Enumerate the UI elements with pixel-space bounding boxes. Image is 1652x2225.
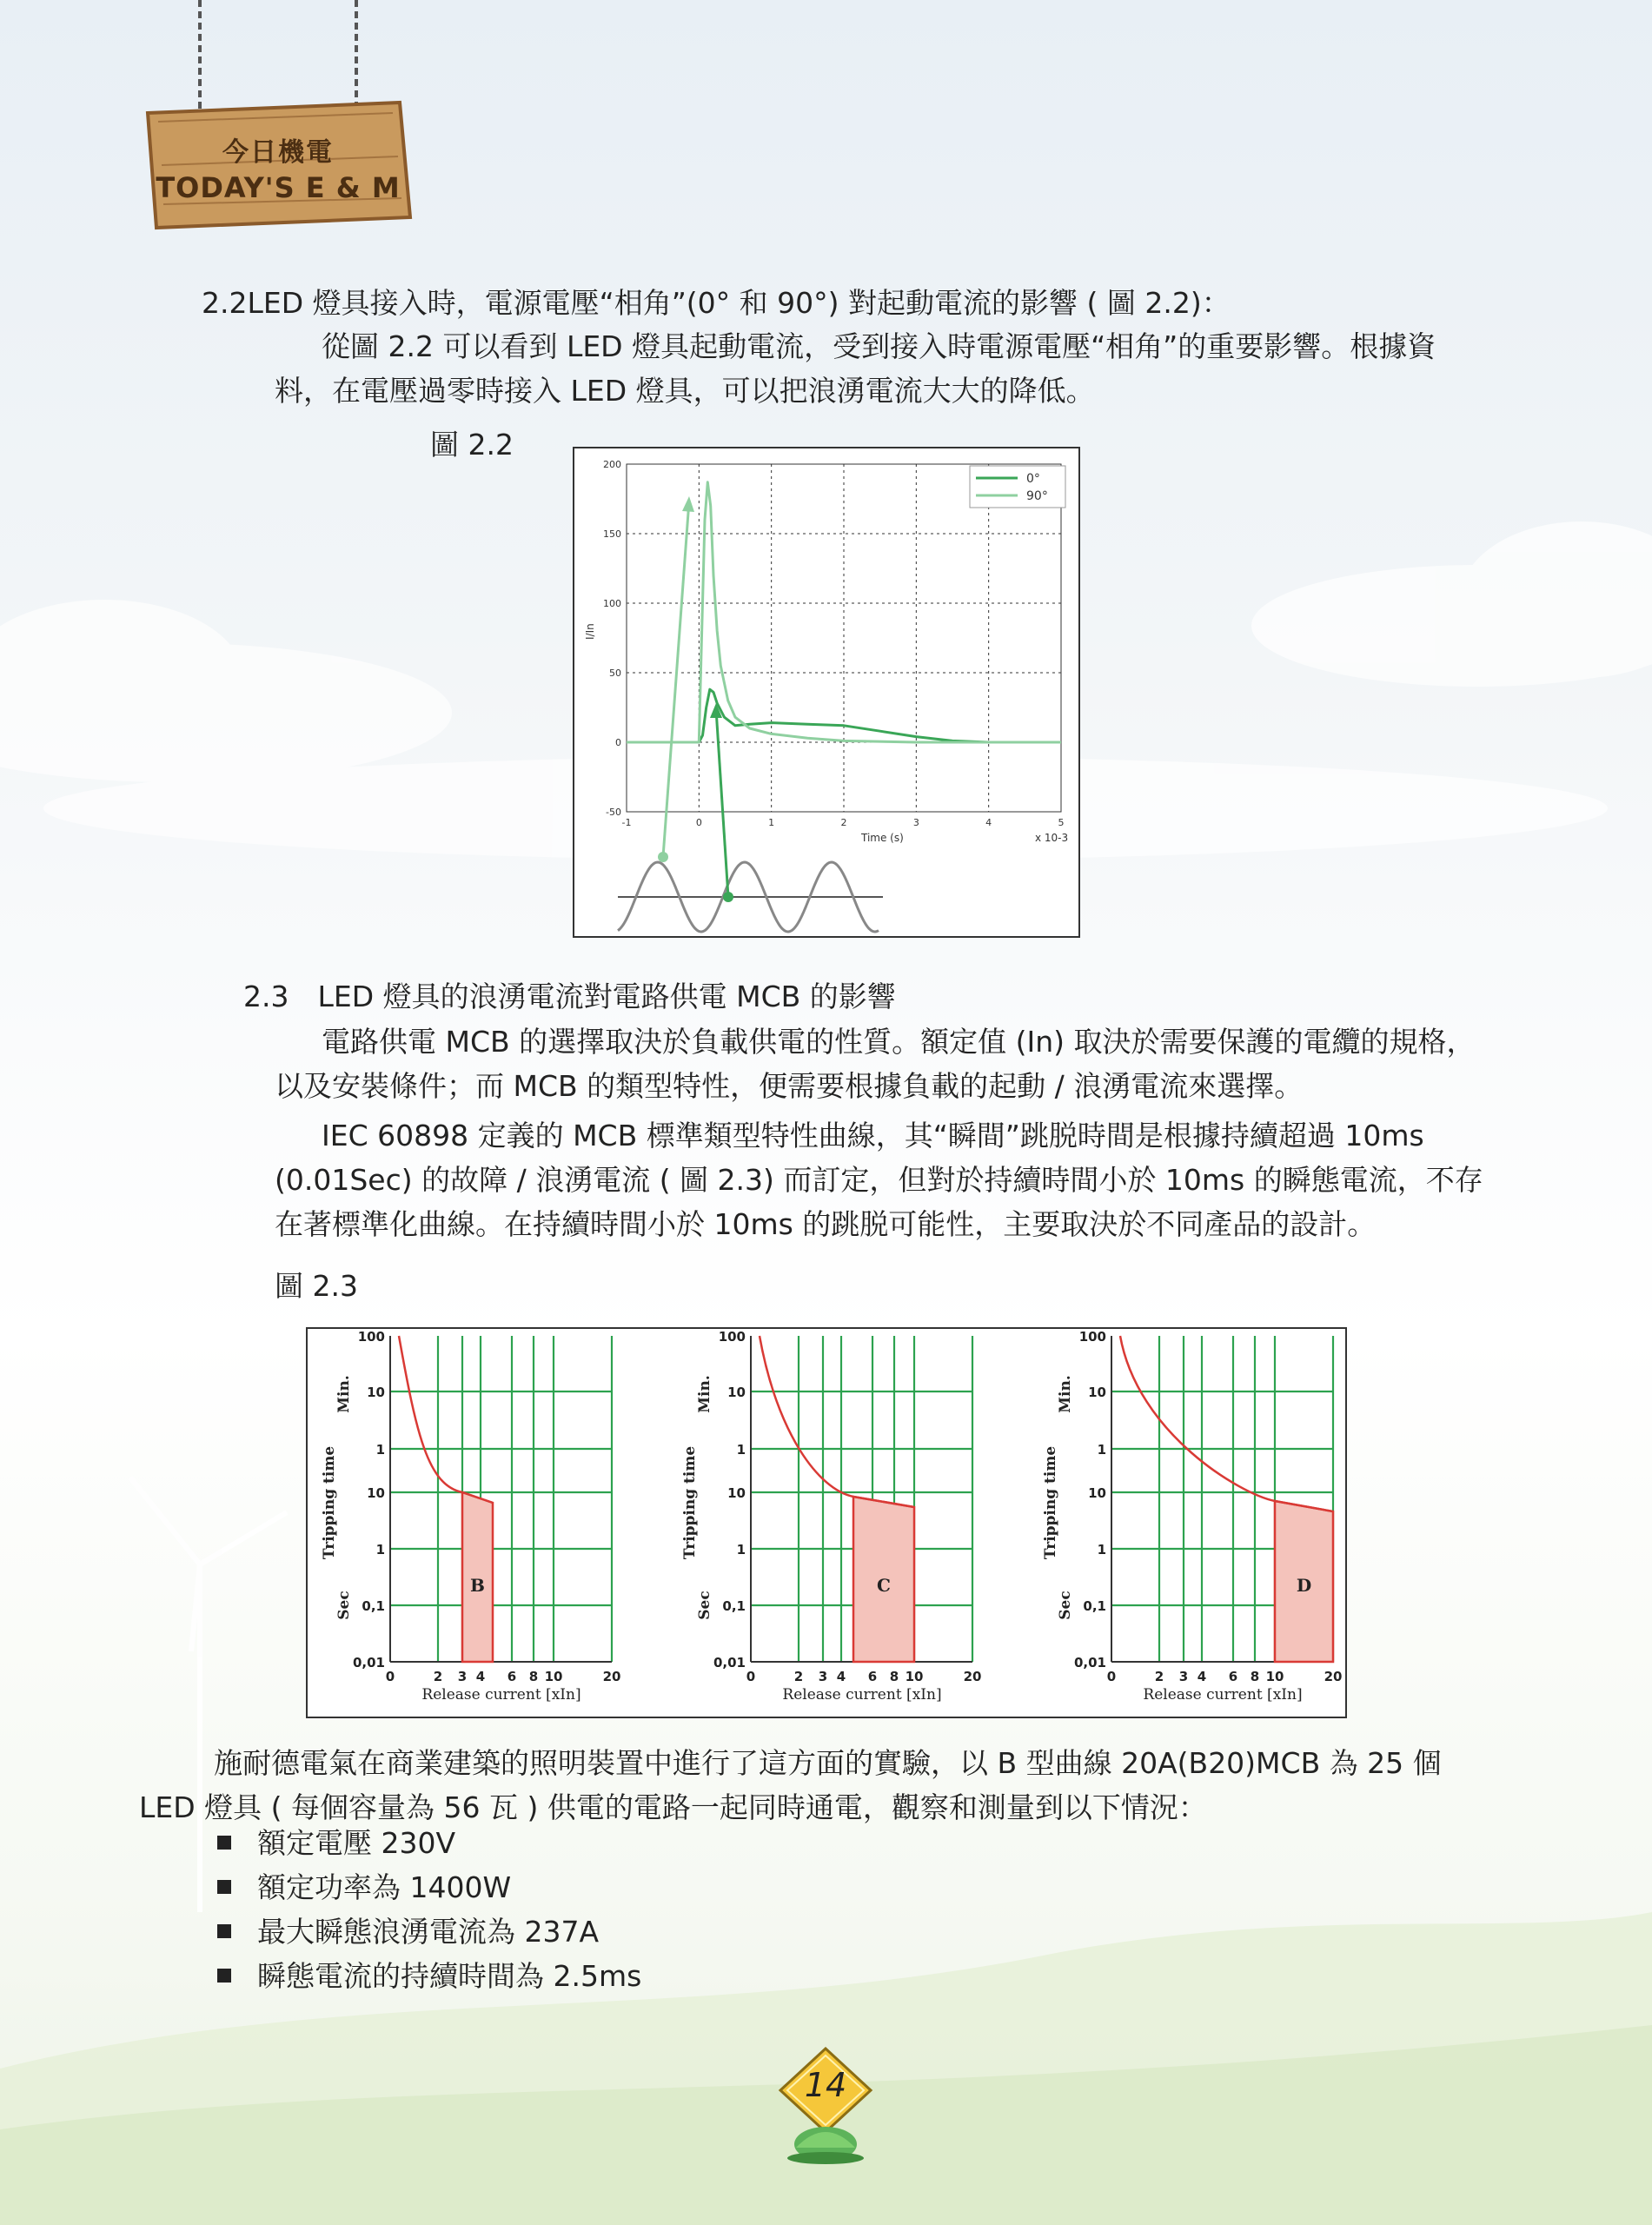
y-tick-label: 150	[603, 528, 621, 540]
curve-panel-B	[321, 1329, 620, 1704]
y-tick-label: 0	[615, 737, 621, 748]
figure-2-3-label: 圖 2.3	[275, 1269, 358, 1303]
section-2-2-heading: 2.2LED 燈具接入時，電源電壓“相角”(0° 和 90°) 對起動電流的影響 ( 圖 2.2)：	[202, 286, 1231, 320]
x-axis-label: Release current [xIn]	[782, 1686, 942, 1704]
figure-2-2	[573, 447, 1080, 938]
x-tick-label: 2	[433, 1669, 443, 1684]
tripping-curve	[760, 1336, 914, 1507]
x-tick-label: 10	[1265, 1669, 1284, 1684]
y-axis-label-sec: Sec	[335, 1591, 353, 1620]
chart-legend	[970, 466, 1065, 508]
list-item: 瞬態電流的持續時間為 2.5ms	[217, 1954, 641, 1998]
section-2-2-para-line2: 料，在電壓過零時接入 LED 燈具，可以把浪湧電流大大的降低。	[275, 374, 1095, 408]
y-tick-label: 1	[375, 1442, 385, 1458]
y-axis-label-min: Min.	[696, 1375, 713, 1413]
experiment-line1: 施耐德電氣在商業建築的照明裝置中進行了這方面的實驗，以 B 型曲線 20A(B20)MCB 為 25 個	[214, 1746, 1442, 1780]
sign-title-english: TODAY'S E & M	[156, 171, 401, 204]
x-tick-label: 5	[1058, 817, 1065, 828]
sign-title-chinese: 今日機電	[222, 137, 334, 168]
header-sign	[139, 0, 417, 252]
curve-panel-D	[1042, 1329, 1342, 1704]
experiment-line2: LED 燈具 ( 每個容量為 56 瓦 ) 供電的電路一起同時通電，觀察和測量到以下情況：	[139, 1790, 1207, 1824]
x-tick-label: 0	[695, 817, 702, 828]
chart-grid	[627, 464, 1061, 812]
y-tick-label: 100	[357, 1329, 385, 1345]
y-tick-label: 0,1	[362, 1598, 385, 1614]
y-axis-label: Tripping time	[321, 1445, 338, 1560]
x-tick-label: 4	[836, 1669, 846, 1684]
x-axis-label: Time (s)	[861, 832, 904, 844]
x-tick-label: 0	[385, 1669, 395, 1684]
section-2-3-p2-line1: IEC 60898 定義的 MCB 標準類型特性曲線，其“瞬間”跳脱時間是根據持續超過 10ms	[322, 1119, 1424, 1152]
y-tick-label: 0,1	[722, 1598, 746, 1614]
y-tick-label: 0,1	[1083, 1598, 1106, 1614]
figure-2-3	[306, 1327, 1347, 1718]
x-tick-label: 10	[905, 1669, 924, 1684]
y-axis-label-min: Min.	[1057, 1375, 1074, 1413]
section-2-3-p2-line2: (0.01Sec) 的故障 / 浪湧電流 ( 圖 2.3) 而訂定，但對於持續時間小於 10ms 的瞬態電流，不存	[275, 1163, 1483, 1197]
x-tick-label: 3	[912, 817, 919, 828]
x-tick-label: 4	[1197, 1669, 1207, 1684]
section-2-3-p2-line3: 在著標準化曲線。在持續時間小於 10ms 的跳脱可能性，主要取決於不同產品的設計。	[275, 1207, 1377, 1241]
observation-list	[217, 1821, 641, 1998]
y-tick-label: 1	[736, 1442, 746, 1458]
page-number: 14	[804, 2066, 847, 2104]
figure-2-2-label: 圖 2.2	[430, 428, 514, 462]
curve-panel-C	[681, 1329, 981, 1704]
section-2-3-heading: 2.3 LED 燈具的浪湧電流對電路供電 MCB 的影響	[243, 980, 896, 1013]
x-tick-label: 3	[457, 1669, 468, 1684]
y-tick-label: 10	[727, 1385, 746, 1400]
bullet-square-icon	[217, 1969, 231, 1983]
y-tick-label: 100	[1078, 1329, 1106, 1345]
y-tick-label: 200	[603, 459, 621, 470]
y-tick-label: 10	[727, 1485, 746, 1501]
x-tick-label: 20	[602, 1669, 621, 1684]
inrush-current-chart	[574, 448, 1078, 936]
curve-type-label: B	[470, 1575, 485, 1596]
y-tick-label: 0,01	[713, 1655, 746, 1670]
y-tick-label: 1	[1097, 1542, 1106, 1558]
x-tick-label: 20	[1324, 1669, 1343, 1684]
section-2-3-p1-line2: 以及安裝條件；而 MCB 的類型特性，便需要根據負載的起動 / 浪湧電流來選擇。	[275, 1069, 1304, 1103]
y-axis-label-sec: Sec	[1057, 1591, 1074, 1620]
x-tick-label: 2	[840, 817, 847, 828]
x-tick-label: 3	[818, 1669, 828, 1684]
sine-wave-diagram	[618, 496, 883, 932]
y-tick-label: 10	[367, 1485, 385, 1501]
y-tick-label: 10	[1088, 1485, 1106, 1501]
plot-frame	[627, 464, 1061, 812]
y-tick-label: 0,01	[352, 1655, 385, 1670]
section-2-2-para-line1: 從圖 2.2 可以看到 LED 燈具起動電流，受到接入時電源電壓“相角”的重要影響。根據資	[322, 329, 1436, 363]
x-axis-multiplier: x 10-3	[1035, 832, 1069, 844]
tripping-curve	[399, 1336, 493, 1503]
y-tick-label: 0,01	[1073, 1655, 1106, 1670]
list-item: 額定電壓 230V	[217, 1821, 641, 1865]
y-axis-label: I/In	[584, 623, 596, 640]
y-tick-label: 100	[718, 1329, 746, 1345]
wooden-sign-icon	[139, 0, 417, 252]
x-tick-label: 1	[768, 817, 775, 828]
legend-entry-0deg: 0°	[1026, 472, 1040, 486]
list-item: 額定功率為 1400W	[217, 1865, 641, 1910]
bullet-square-icon	[217, 1924, 231, 1938]
curve-type-label: D	[1296, 1575, 1312, 1596]
x-axis-label: Release current [xIn]	[421, 1686, 581, 1704]
x-tick-label: 2	[1154, 1669, 1164, 1684]
y-tick-label: 10	[367, 1385, 385, 1400]
y-axis-label-sec: Sec	[696, 1591, 713, 1620]
x-tick-label: 20	[963, 1669, 982, 1684]
y-tick-label: -50	[606, 807, 621, 818]
x-tick-label: 3	[1178, 1669, 1189, 1684]
x-tick-label: 4	[475, 1669, 486, 1684]
x-axis-label: Release current [xIn]	[1143, 1686, 1303, 1704]
x-tick-label: 8	[889, 1669, 899, 1684]
y-tick-label: 10	[1088, 1385, 1106, 1400]
x-tick-label: 10	[544, 1669, 563, 1684]
section-2-3-p1-line1: 電路供電 MCB 的選擇取決於負載供電的性質。額定值 (In) 取決於需要保護的電纜的規格，	[322, 1025, 1476, 1059]
x-tick-label: 0	[746, 1669, 756, 1684]
y-tick-label: 1	[1097, 1442, 1106, 1458]
x-tick-label: 8	[528, 1669, 539, 1684]
x-tick-label: 6	[1228, 1669, 1238, 1684]
x-tick-label: 6	[867, 1669, 878, 1684]
y-axis-label: Tripping time	[1042, 1445, 1059, 1560]
page-number-badge	[773, 2047, 886, 2169]
bullet-square-icon	[217, 1836, 231, 1850]
x-tick-label: 8	[1250, 1669, 1260, 1684]
x-tick-label: -1	[621, 817, 632, 828]
list-item: 最大瞬態浪湧電流為 237A	[217, 1910, 641, 1954]
y-tick-label: 100	[603, 598, 621, 609]
chart-ticks	[603, 459, 1065, 828]
y-tick-label: 1	[375, 1542, 385, 1558]
y-axis-label: Tripping time	[681, 1445, 699, 1560]
y-tick-label: 1	[736, 1542, 746, 1558]
bullet-square-icon	[217, 1880, 231, 1894]
diamond-helmet-icon	[773, 2047, 886, 2169]
x-tick-label: 0	[1106, 1669, 1117, 1684]
legend-entry-90deg: 90°	[1026, 489, 1048, 503]
tripping-curve	[1120, 1336, 1333, 1511]
mcb-tripping-curves	[308, 1329, 1345, 1717]
x-tick-label: 6	[507, 1669, 517, 1684]
x-tick-label: 4	[985, 817, 992, 828]
curve-type-label: C	[877, 1575, 891, 1596]
y-tick-label: 50	[609, 668, 621, 679]
x-tick-label: 2	[793, 1669, 804, 1684]
y-axis-label-min: Min.	[335, 1375, 353, 1413]
